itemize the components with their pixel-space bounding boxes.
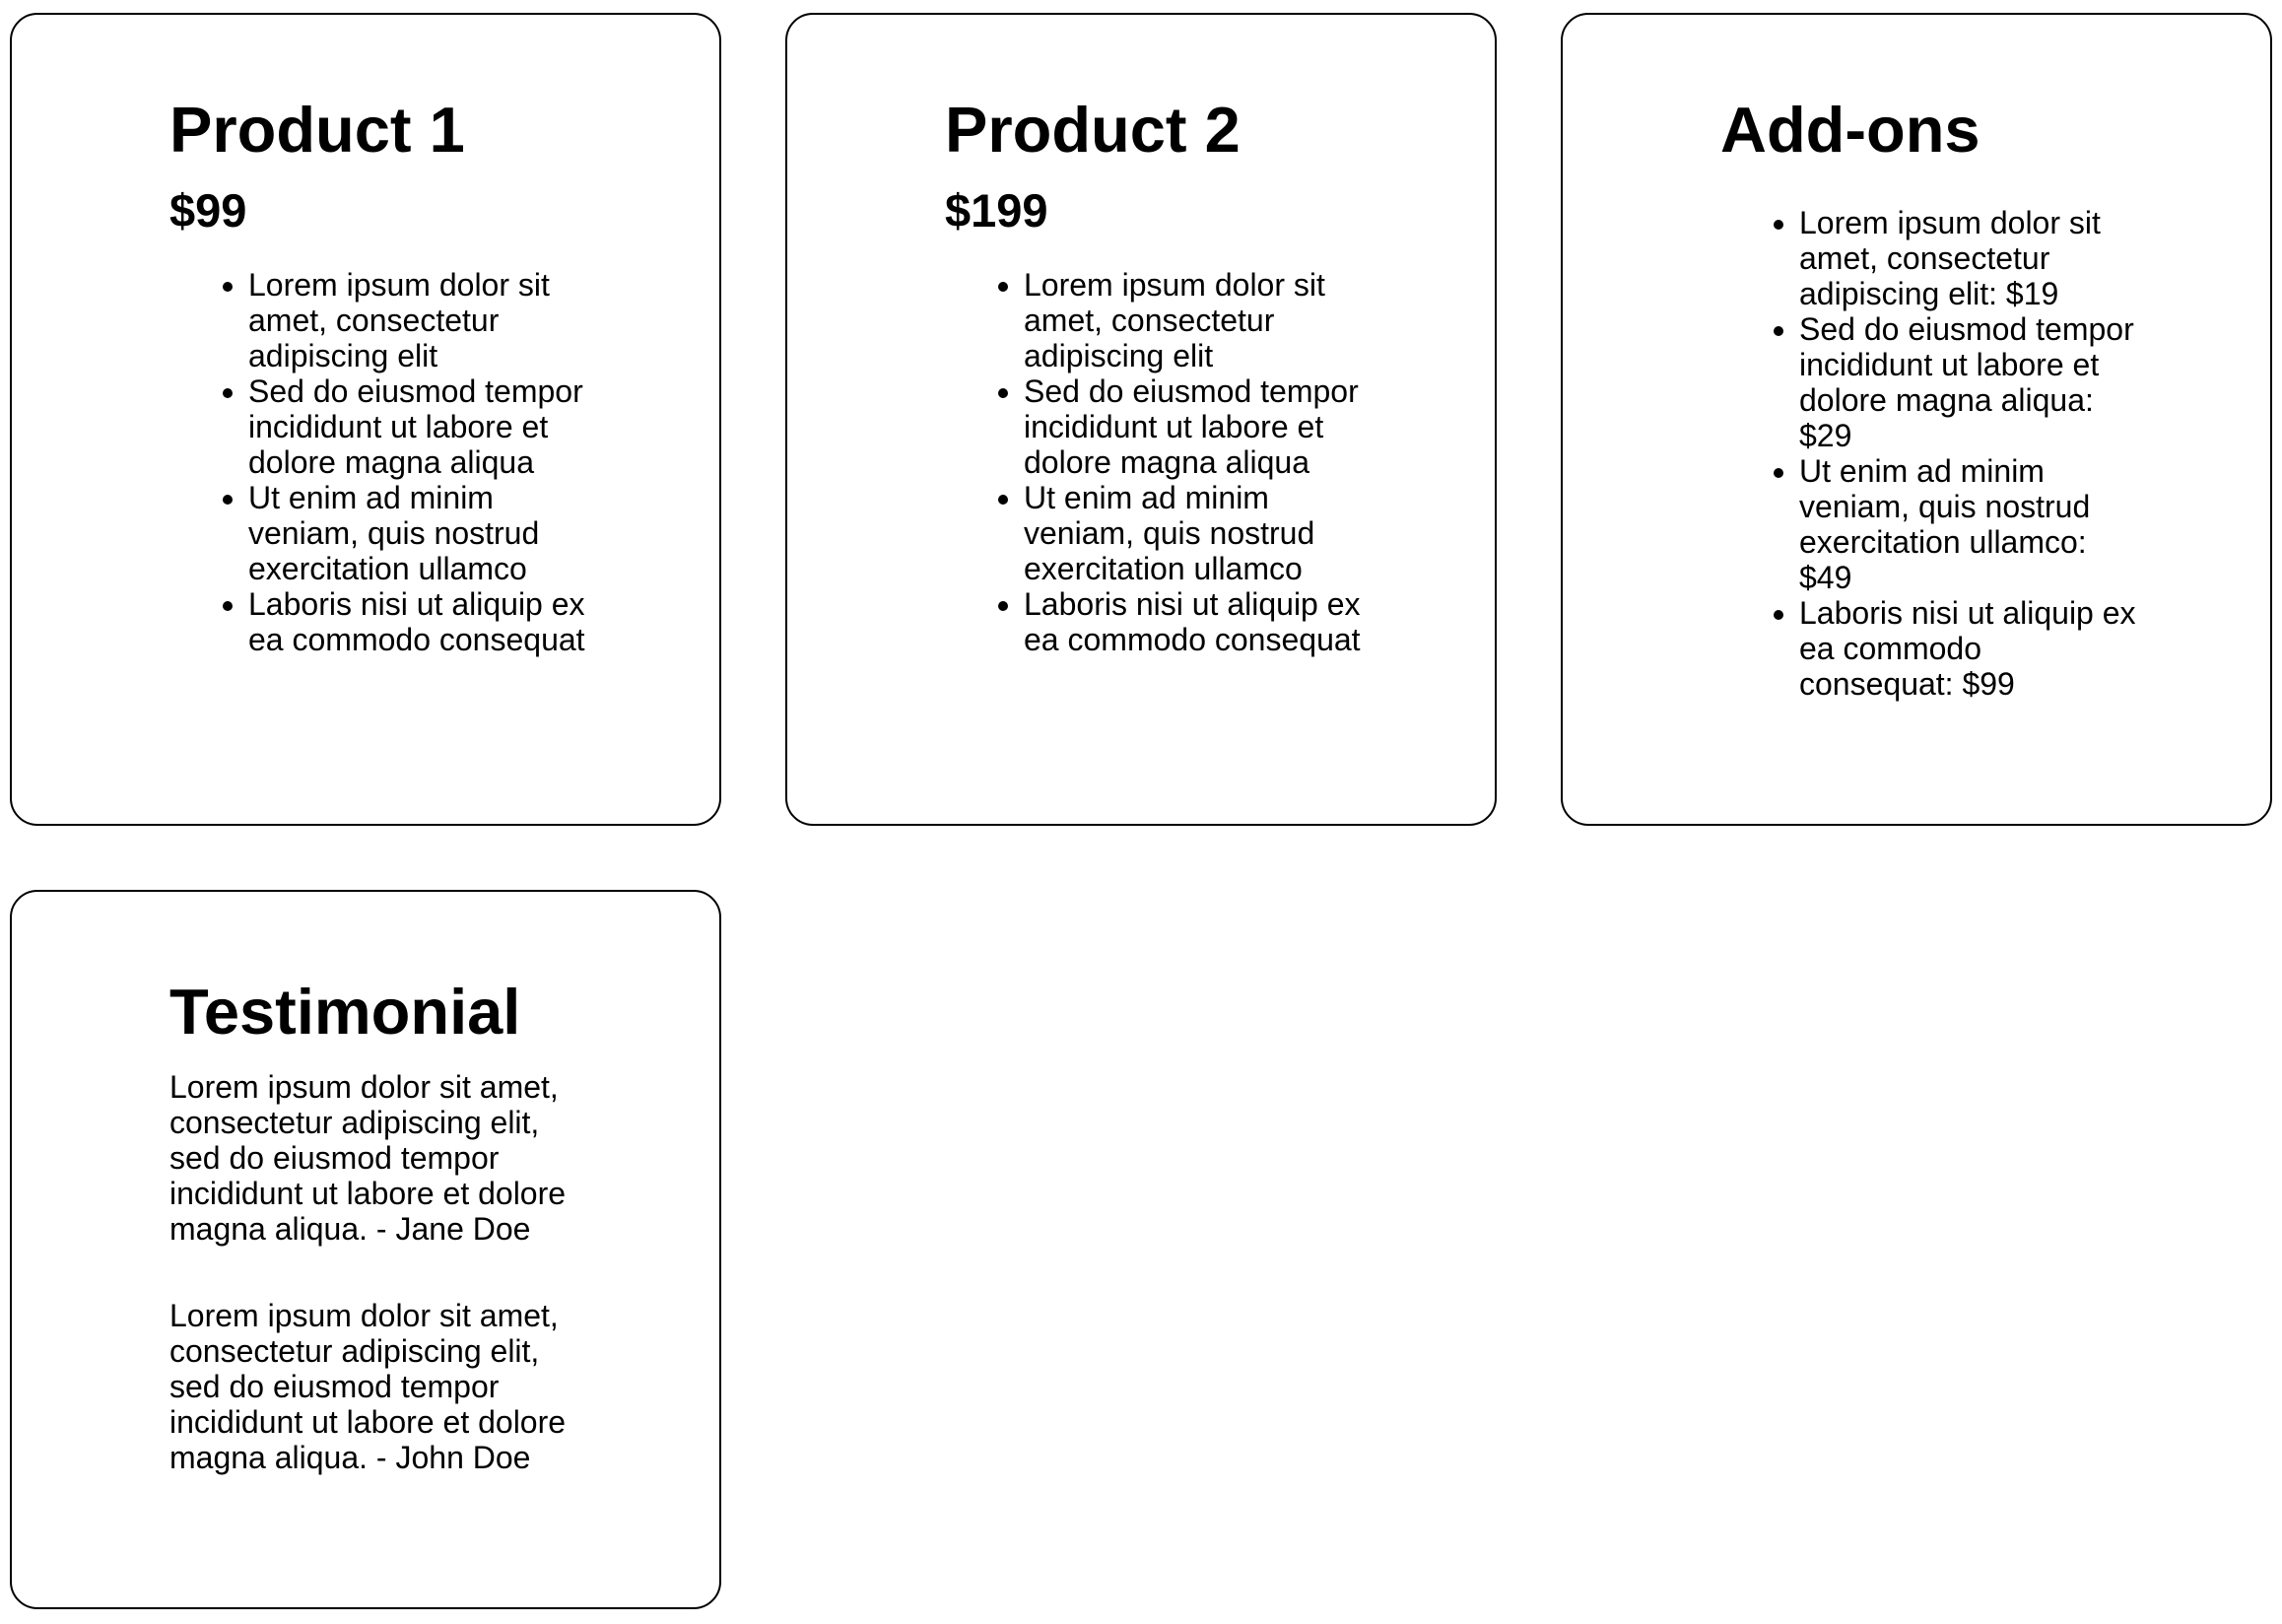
addon-item: • Sed do eiusmod tempor incididunt ut labore et dolore magna aliqua: $29 <box>1799 311 2144 453</box>
product-price: $199 <box>945 183 1048 237</box>
product-card-content <box>945 94 1369 657</box>
addon-item: • Ut enim ad minim veniam, quis nostrud exercitation ullamco: $49 <box>1799 453 2144 595</box>
addons-list <box>1720 205 2144 702</box>
product-title: Product 2 <box>945 94 1241 166</box>
testimonial-card-content <box>169 976 593 1475</box>
product-feature-list <box>945 267 1369 657</box>
addons-card <box>1561 13 2272 826</box>
product-feature: • Sed do eiusmod tempor incididunt ut labore et dolore magna aliqua <box>248 373 593 480</box>
product-feature: • Lorem ipsum dolor sit amet, consectetur adipiscing elit <box>248 267 593 373</box>
testimonial-quote: Lorem ipsum dolor sit amet, consectetur adipiscing elit, sed do eiusmod tempor incididunt ut labore et dolore magna aliqua. - Jane Doe <box>169 1068 567 1247</box>
product-feature: • Sed do eiusmod tempor incididunt ut labore et dolore magna aliqua <box>1024 373 1369 480</box>
testimonial-card <box>10 890 721 1609</box>
addon-item: • Lorem ipsum dolor sit amet, consectetur adipiscing elit: $19 <box>1799 205 2144 311</box>
product-feature: • Laboris nisi ut aliquip ex ea commodo consequat <box>1024 586 1369 657</box>
product-card-2 <box>785 13 1497 826</box>
product-card-1 <box>10 13 721 826</box>
product-feature-list <box>169 267 593 657</box>
addons-title: Add-ons <box>1720 94 1980 166</box>
product-price: $99 <box>169 183 247 237</box>
addons-card-content <box>1720 94 2144 702</box>
testimonial-title: Testimonial <box>169 976 521 1048</box>
product-card-content <box>169 94 593 657</box>
product-feature: • Ut enim ad minim veniam, quis nostrud exercitation ullamco <box>248 480 593 586</box>
product-feature: • Ut enim ad minim veniam, quis nostrud exercitation ullamco <box>1024 480 1369 586</box>
product-feature: • Lorem ipsum dolor sit amet, consectetur adipiscing elit <box>1024 267 1369 373</box>
product-feature: • Laboris nisi ut aliquip ex ea commodo consequat <box>248 586 593 657</box>
testimonial-quote: Lorem ipsum dolor sit amet, consectetur adipiscing elit, sed do eiusmod tempor incididunt ut labore et dolore magna aliqua. - John Doe <box>169 1297 567 1475</box>
product-title: Product 1 <box>169 94 465 166</box>
addon-item: • Laboris nisi ut aliquip ex ea commodo consequat: $99 <box>1799 595 2144 702</box>
